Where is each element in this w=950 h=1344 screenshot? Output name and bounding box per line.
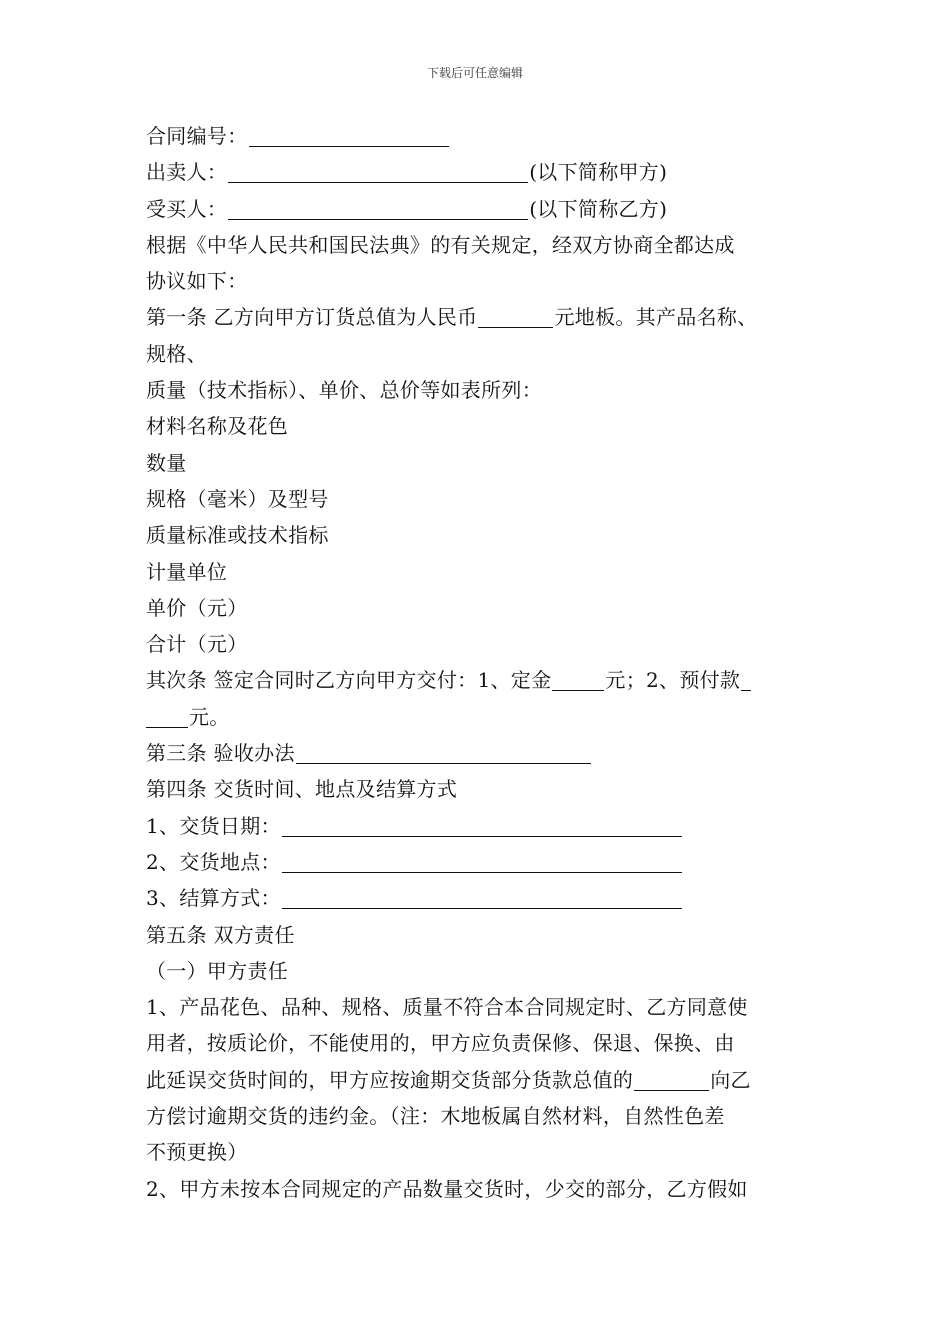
duty-1-line-3-prefix: 此延误交货时间的，甲方应按逾期交货部分货款总值的 bbox=[146, 1067, 634, 1092]
article-2-line bbox=[146, 662, 826, 698]
column-quality: 质量标准或技术指标 bbox=[146, 523, 329, 548]
article-2-cont bbox=[146, 699, 826, 735]
column-spec: 规格（毫米）及型号 bbox=[146, 486, 329, 511]
seller-suffix: (以下简称甲方) bbox=[529, 160, 668, 185]
column-quantity: 数量 bbox=[146, 450, 187, 475]
contract-number-blank bbox=[249, 124, 449, 147]
article-1-cont-2: 质量（技术指标）、单价、总价等如表所列： bbox=[146, 378, 542, 403]
article-1-line bbox=[146, 299, 826, 335]
duty-1-line-2: 用者，按质论价，不能使用的，甲方应负责保修、保退、保换、由 bbox=[146, 1031, 735, 1056]
party-a-duty-heading: （一）甲方责任 bbox=[146, 958, 289, 983]
buyer-label: 受买人： bbox=[146, 196, 228, 221]
duty-1-line-1: 1、产品花色、品种、规格、质量不符合本合同规定时、乙方同意使 bbox=[146, 995, 748, 1020]
page-header: 下载后可任意编辑 bbox=[426, 66, 523, 80]
total-amount-blank bbox=[478, 305, 553, 328]
prepayment-blank-end bbox=[146, 705, 188, 728]
duty-1-line-4: 方偿讨逾期交货的违约金。（注：木地板属自然材料，自然性色差 bbox=[146, 1104, 725, 1129]
seller-line bbox=[146, 154, 826, 190]
column-unit: 计量单位 bbox=[146, 559, 228, 584]
intro-line-2: 协议如下： bbox=[146, 269, 248, 294]
contract-number-line bbox=[146, 118, 826, 154]
article-1-suffix: 元地板。其产品名称、 bbox=[554, 305, 758, 330]
article-3-line bbox=[146, 735, 826, 771]
article-1-cont: 规格、 bbox=[146, 341, 207, 366]
article-2-prefix: 其次条 签定合同时乙方向甲方交付：1、定金 bbox=[146, 668, 552, 693]
article-1-prefix: 第一条 乙方向甲方订货总值为人民币 bbox=[146, 305, 478, 330]
acceptance-method-blank bbox=[296, 741, 591, 764]
prepayment-blank-start bbox=[741, 668, 751, 691]
settlement-label: 3、结算方式： bbox=[146, 886, 281, 911]
buyer-line bbox=[146, 191, 826, 227]
delivery-date-blank bbox=[282, 814, 682, 837]
delivery-place-blank bbox=[282, 850, 682, 873]
delivery-date-label: 1、交货日期： bbox=[146, 813, 281, 838]
intro-line-1: 根据《中华人民共和国民法典》的有关规定，经双方协商全都达成 bbox=[146, 232, 735, 257]
settlement-line bbox=[146, 880, 826, 916]
buyer-blank bbox=[228, 197, 528, 220]
delivery-date-line bbox=[146, 808, 826, 844]
article-5-heading: 第五条 双方责任 bbox=[146, 922, 295, 947]
seller-blank bbox=[228, 160, 528, 183]
delivery-place-line bbox=[146, 844, 826, 880]
contract-body bbox=[146, 118, 826, 1207]
buyer-suffix: (以下简称乙方) bbox=[529, 196, 668, 221]
duty-1-line-3-suffix: 向乙 bbox=[710, 1067, 751, 1092]
duty-2-line-1: 2、甲方未按本合同规定的产品数量交货时，少交的部分，乙方假如 bbox=[146, 1176, 748, 1201]
article-4-heading: 第四条 交货时间、地点及结算方式 bbox=[146, 777, 458, 802]
seller-label: 出卖人： bbox=[146, 160, 228, 185]
column-material: 材料名称及花色 bbox=[146, 414, 289, 439]
column-total: 合计（元） bbox=[146, 632, 248, 657]
settlement-blank bbox=[282, 886, 682, 909]
duty-1-line-3 bbox=[146, 1062, 826, 1098]
column-price: 单价（元） bbox=[146, 595, 248, 620]
article-3-label: 第三条 验收办法 bbox=[146, 741, 295, 766]
article-2-end: 元。 bbox=[189, 704, 230, 729]
contract-number-label: 合同编号： bbox=[146, 124, 248, 148]
article-2-mid: 元；2、预付款 bbox=[605, 668, 741, 693]
duty-1-line-5: 不预更换） bbox=[146, 1140, 248, 1165]
deposit-blank bbox=[552, 668, 604, 691]
delivery-place-label: 2、交货地点： bbox=[146, 849, 281, 874]
penalty-rate-blank bbox=[634, 1068, 709, 1091]
